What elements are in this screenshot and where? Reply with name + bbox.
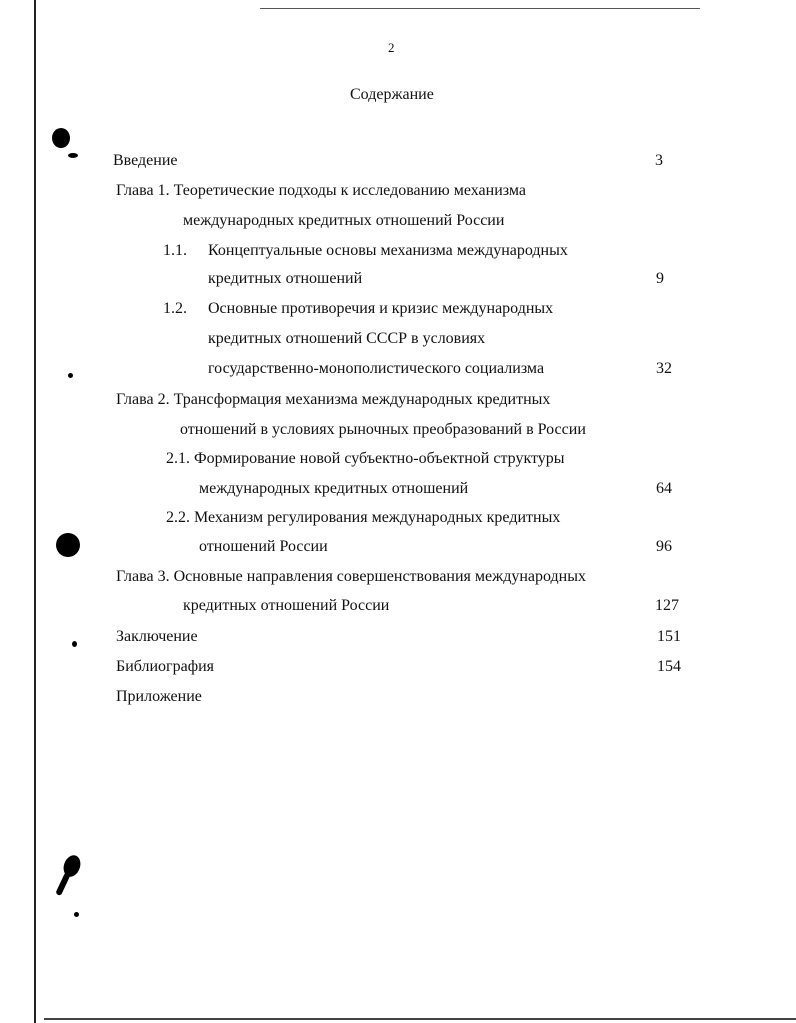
toc-section-2-2-cont: отношений России (199, 538, 328, 555)
punch-hole-mark (56, 533, 80, 557)
toc-intro: Введение (113, 152, 178, 169)
toc-bibliography-page: 154 (657, 658, 681, 675)
toc-section-2-1-cont: международных кредитных отношений (199, 480, 469, 497)
page-title: Содержание (350, 86, 434, 103)
toc-intro-page: 3 (655, 152, 663, 169)
toc-chapter-3: Глава 3. Основные направления совершенствования международных (116, 568, 586, 585)
toc-section-1-2: Основные противоречия и кризис международных (208, 300, 554, 317)
page-number: 2 (388, 40, 395, 55)
toc-section-1-1-number: 1.1. (163, 242, 187, 259)
toc-section-1-1-cont: кредитных отношений (208, 270, 363, 287)
toc-section-2-1-page: 64 (656, 480, 672, 497)
toc-section-2-2-page: 96 (656, 538, 672, 555)
scan-top-edge (260, 8, 700, 9)
toc-conclusion-page: 151 (657, 628, 681, 645)
toc-bibliography: Библиография (116, 658, 214, 675)
toc-chapter-2: Глава 2. Трансформация механизма международных кредитных (116, 391, 551, 408)
toc-section-1-2-number: 1.2. (163, 300, 187, 317)
toc-section-1-2-page: 32 (656, 360, 672, 377)
ink-speck (72, 641, 77, 647)
ink-smudge (55, 872, 71, 896)
toc-conclusion: Заключение (116, 628, 198, 645)
toc-appendix: Приложение (116, 688, 202, 705)
toc-section-1-1-page: 9 (656, 270, 664, 287)
toc-chapter-3-cont: кредитных отношений России (183, 597, 390, 614)
toc-section-2-2: 2.2. Механизм регулирования международных кредитных (166, 509, 561, 526)
scan-bottom-edge (44, 1018, 796, 1020)
toc-chapter-1: Глава 1. Теоретические подходы к исследованию механизма (116, 182, 526, 199)
toc-chapter-3-page: 127 (655, 597, 679, 614)
ink-speck (68, 373, 73, 378)
ink-speck (68, 153, 78, 158)
ink-speck (74, 912, 79, 917)
toc-chapter-2-cont: отношений в условиях рыночных преобразований в России (180, 421, 586, 438)
toc-section-1-1: Концептуальные основы механизма международных (208, 242, 568, 259)
punch-hole-mark (52, 128, 70, 148)
toc-section-1-2-cont: кредитных отношений СССР в условиях (208, 330, 486, 347)
toc-section-1-2-cont2: государственно-монополистического социализма (208, 360, 545, 377)
toc-section-2-1: 2.1. Формирование новой субъектно-объектной структуры (166, 450, 565, 467)
scan-left-edge (34, 0, 36, 1023)
toc-chapter-1-cont: международных кредитных отношений России (183, 212, 505, 229)
